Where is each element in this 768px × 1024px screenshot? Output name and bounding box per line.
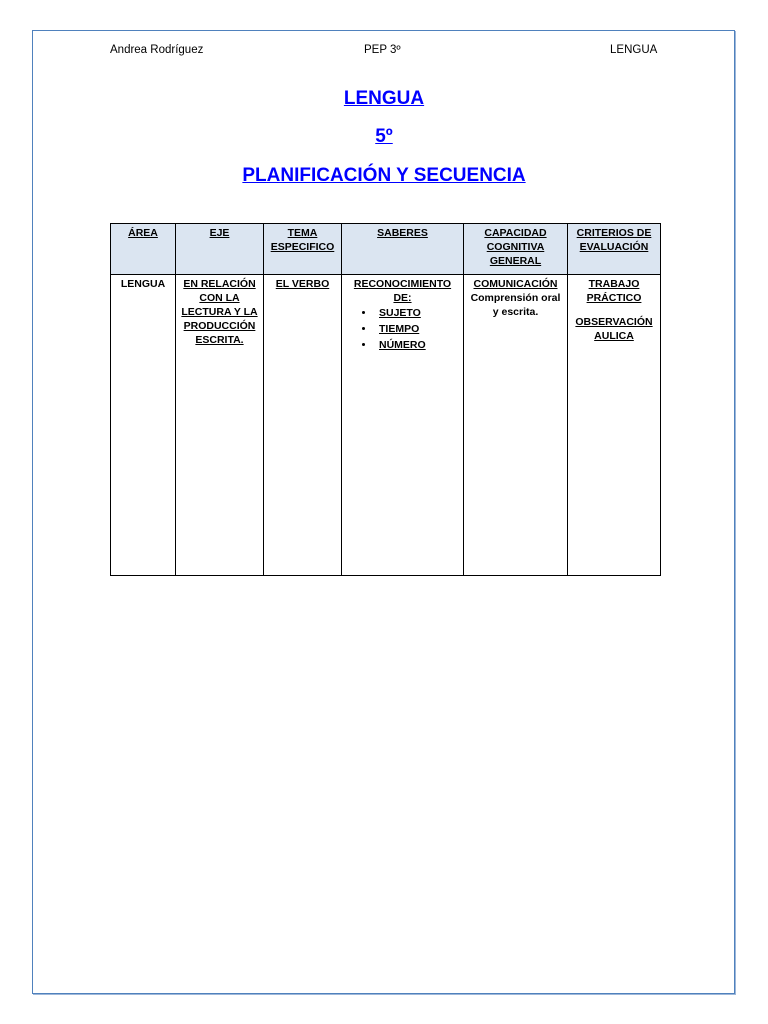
criterio-observacion: OBSERVACIÓN AULICA bbox=[575, 316, 653, 342]
table-header-row bbox=[111, 224, 661, 275]
cell-criterios bbox=[568, 275, 661, 576]
title-subject: LENGUA bbox=[343, 88, 425, 109]
header-tema: TEMA ESPECIFICO bbox=[264, 224, 342, 275]
list-item: • TIEMPO bbox=[375, 321, 460, 337]
header-area: ÁREA bbox=[111, 224, 176, 275]
header-saberes: SABERES bbox=[342, 224, 464, 275]
title-planning: PLANIFICACIÓN Y SECUENCIA bbox=[242, 165, 526, 186]
header-eje: EJE bbox=[176, 224, 264, 275]
cell-tema bbox=[264, 275, 342, 576]
header-subject: LENGUA bbox=[610, 44, 658, 56]
saberes-intro: RECONOCIMIENTO DE: bbox=[353, 278, 452, 304]
criterio-trabajo: TRABAJO PRÁCTICO bbox=[586, 278, 642, 304]
cell-area bbox=[111, 275, 176, 576]
header-criterios: CRITERIOS DE EVALUACIÓN bbox=[568, 224, 661, 275]
capacidad-title: COMUNICACIÓN bbox=[473, 278, 558, 290]
header-course: PEP 3º bbox=[364, 44, 401, 56]
header-capacidad: CAPACIDAD COGNITIVA GENERAL bbox=[464, 224, 568, 275]
tema-value: EL VERBO bbox=[275, 278, 330, 290]
title-grade: 5º bbox=[375, 126, 393, 147]
saberes-list bbox=[345, 305, 460, 353]
cell-capacidad bbox=[464, 275, 568, 576]
cell-eje bbox=[176, 275, 264, 576]
list-item: • SUJETO bbox=[375, 305, 460, 321]
list-item: • NÚMERO bbox=[375, 337, 460, 353]
table-row bbox=[111, 275, 661, 576]
header-author: Andrea Rodríguez bbox=[110, 44, 204, 56]
planning-table bbox=[110, 223, 661, 576]
area-value: LENGUA bbox=[120, 278, 166, 290]
capacidad-detail: Comprensión oral y escrita. bbox=[470, 292, 561, 318]
cell-saberes bbox=[342, 275, 464, 576]
eje-value: EN RELACIÓN CON LA LECTURA Y LA PRODUCCIÓN ESCRITA. bbox=[181, 278, 258, 346]
